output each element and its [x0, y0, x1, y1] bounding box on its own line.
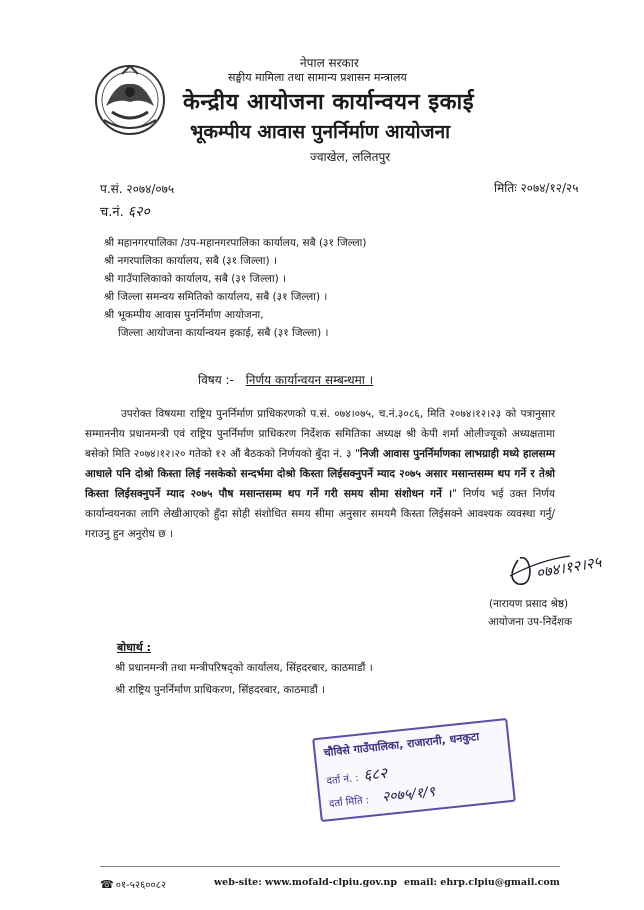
- cc-item: श्री राष्ट्रिय पुनर्निर्माण प्राधिकरण, सिंहदरबार, काठमाडौं ।: [115, 684, 326, 696]
- body-closing: " निर्णय भई उक्त निर्णय कार्यान्वयनका लागि लेखीआएको हुँदा सोही संशोधित समय सीमा अनुसार समयमै किस्ता लिईसक्ने आवश्यक व्यवस्था गर्नु/गराउनु हुन अनुरोध छ ।: [85, 488, 555, 540]
- stamp-darta-number: ६८२: [362, 763, 388, 785]
- recipient-item: श्री गाउँपालिकाको कार्यालय, सबै (३१ जिल्ला) ।: [104, 273, 287, 285]
- cc-item: श्री प्रधानमन्त्री तथा मन्त्रीपरिषद्को कार्यालय, सिंहदरबार, काठमाडौं ।: [115, 662, 373, 674]
- signatory-name: (नारायण प्रसाद श्रेष्ठ): [489, 598, 569, 610]
- footer-phone-number: ०१-५२६००८२: [115, 880, 167, 891]
- recipient-item: श्री महानगरपालिका /उप-महानगरपालिका कार्यालय, सबै (३१ जिल्ला): [104, 237, 367, 249]
- subject-label: विषय :-: [198, 373, 234, 387]
- footer-website[interactable]: web-site: www.mofald-clpiu.gov.np: [214, 877, 397, 888]
- header-unit: केन्द्रीय आयोजना कार्यान्वयन इकाई: [183, 90, 475, 115]
- subject-line: [198, 371, 373, 388]
- signatory-title: आयोजना उप-निर्देशक: [488, 616, 573, 628]
- letter-date: मितिः २०७४/१२/२५: [494, 181, 579, 195]
- cc-heading: बोधार्थ :: [117, 641, 152, 654]
- registration-stamp: [312, 718, 516, 822]
- footer-divider: [100, 866, 560, 867]
- stamp-date-label: दर्ता मिति :: [328, 794, 370, 811]
- header-government: नेपाल सरकार: [300, 56, 359, 70]
- recipient-list: [104, 234, 366, 342]
- stamp-darta-row: [325, 763, 387, 789]
- subject-title: निर्णय कार्यान्वयन सम्बन्धमा ।: [245, 373, 374, 387]
- header-ministry: सङ्घीय मामिला तथा सामान्य प्रशासन मन्त्रालय: [228, 71, 407, 84]
- phone-icon: ☎: [100, 878, 114, 891]
- signature-date: ०७४।१२।२५: [534, 552, 603, 583]
- signature-scribble: [500, 530, 620, 590]
- recipient-item: श्री नगरपालिका कार्यालय, सबै (३१ जिल्ला) ।: [104, 255, 277, 267]
- footer-email[interactable]: email: ehrp.clpiu@gmail.com: [404, 877, 560, 888]
- stamp-office: चौविसे गाउँपालिका, राजारानी, धनकुटा: [323, 730, 480, 760]
- nepal-emblem-icon: [92, 62, 168, 138]
- letter-body: [85, 404, 555, 544]
- recipient-item: जिल्ला आयोजना कार्यान्वयन इकाई, सबै (३१ जिल्ला) ।: [118, 327, 329, 339]
- stamp-date-value: २०७५/१/९: [381, 783, 436, 806]
- recipient-item: श्री जिल्ला समन्वय समितिको कार्यालय, सबै (३१ जिल्ला) ।: [104, 291, 328, 303]
- header-project: भूकम्पीय आवास पुनर्निर्माण आयोजना: [190, 121, 451, 143]
- body-intro: उपरोक्त विषयमा राष्ट्रिय पुनर्निर्माण प्राधिकरणको प.सं. ०७४।०७५, च.नं.३०८६, मिति २०७४।१२।२३ को पत्रानुसार सम्माननीय प्रधानमन्त्री एवं राष्ट्रिय पुनर्निर्माण प्राधिकरण निर्देशक समितिका अध्यक्ष श्री केपी शर्मा ओलीज्यूको अध्यक्षतामा बसेको मिति २०७४।१२।२० गतेको १२ औं बैठकको निर्णयको बुँदा नं. ३ ": [85, 408, 555, 460]
- recipient-item: श्री भूकम्पीय आवास पुनर्निर्माण आयोजना,: [104, 309, 264, 321]
- header-location: ज्वाखेल, ललितपुर: [310, 150, 391, 164]
- stamp-darta-label: दर्ता नं. :: [326, 772, 360, 788]
- patra-sankhya: प.सं. २०७४/०७५: [100, 182, 175, 196]
- chalani-label: च.नं.: [100, 205, 124, 220]
- cc-list: [115, 657, 373, 701]
- body-decision: निजी आवास पुनर्निर्माणका लाभग्राही मध्ये हालसम्म आधाले पनि दोश्रो किस्ता लिई नसकेको सन्दर्भमा दोश्रो किस्ता लिईसक्नुपर्ने म्याद २०७५ असार मसान्तसम्म थप गर्ने र तेश्रो किस्ता लिईसक्नुपर्ने म्याद २०७५ पौष मसान्तसम्म थप गर्ने गरी समय सीमा संशोधन गर्ने ।: [85, 448, 555, 500]
- footer-phone: [100, 877, 166, 891]
- chalani-number-row: [100, 202, 150, 221]
- chalani-number: ६२०: [127, 204, 150, 220]
